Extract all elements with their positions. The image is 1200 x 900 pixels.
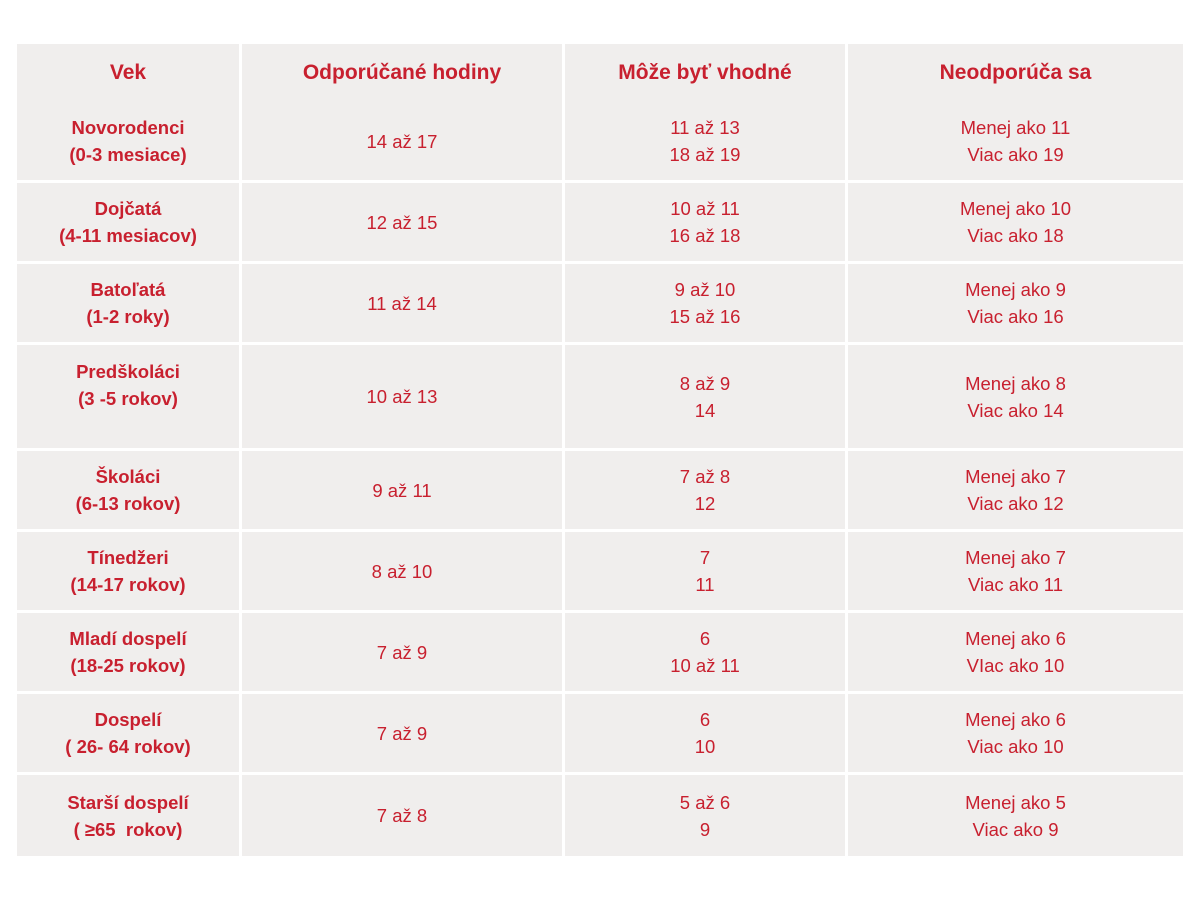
not-recommended-more: Viac ako 11 [968, 574, 1063, 595]
may-be-upper: 15 až 16 [669, 306, 741, 327]
not-recommended-less: Menej ako 7 [965, 466, 1066, 487]
recommended-cell: 7 až 9 [242, 694, 565, 775]
not-recommended-cell [848, 613, 1183, 694]
may-be-upper: 10 [694, 736, 716, 757]
not-recommended-less: Menej ako 9 [965, 279, 1066, 300]
not-recommended-more: Viac ako 10 [967, 736, 1064, 757]
may-be-lower: 7 [699, 547, 711, 568]
age-cell [17, 775, 242, 856]
not-recommended-less: Menej ako 7 [965, 547, 1066, 568]
not-recommended-less: Menej ako 6 [965, 709, 1066, 730]
age-range: (6-13 rokov) [75, 493, 181, 514]
age-group-name: Novorodenci [71, 117, 185, 138]
may-be-lower: 6 [699, 628, 711, 649]
not-recommended-cell [848, 532, 1183, 613]
may-be-upper: 12 [694, 493, 716, 514]
not-recommended-cell [848, 694, 1183, 775]
recommended-cell: 8 až 10 [242, 532, 565, 613]
not-recommended-more: Viac ako 9 [972, 818, 1059, 840]
may-be-cell [565, 264, 848, 345]
may-be-cell [565, 102, 848, 183]
age-group-name: Dojčatá [94, 198, 162, 219]
age-cell [17, 451, 242, 532]
not-recommended-less: Menej ako 5 [965, 791, 1066, 813]
age-group-name: Batoľatá [90, 279, 166, 300]
not-recommended-cell [848, 345, 1183, 451]
age-range: (1-2 roky) [86, 306, 170, 327]
age-group-name: Starší dospelí [67, 791, 189, 813]
age-cell [17, 345, 242, 451]
may-be-upper: 11 [695, 574, 715, 595]
not-recommended-more: Viac ako 16 [967, 306, 1064, 327]
age-range: (18-25 rokov) [70, 655, 186, 676]
may-be-upper: 9 [699, 818, 711, 840]
age-range: ( ≥65 rokov) [73, 818, 183, 840]
may-be-lower: 8 až 9 [679, 372, 731, 394]
age-range: (0-3 mesiace) [69, 144, 187, 165]
age-range: ( 26- 64 rokov) [65, 736, 191, 757]
may-be-cell [565, 183, 848, 264]
not-recommended-less: Menej ako 8 [965, 372, 1066, 394]
may-be-cell [565, 532, 848, 613]
not-recommended-cell [848, 183, 1183, 264]
header-not-recommended: Neodporúča sa [848, 44, 1183, 102]
not-recommended-cell [848, 775, 1183, 856]
table-row [17, 345, 1183, 451]
header-age: Vek [17, 44, 242, 102]
table-row [17, 694, 1183, 775]
table-row [17, 183, 1183, 264]
age-group-name: Tínedžeri [87, 547, 169, 568]
age-range: (3 -5 rokov) [78, 388, 178, 409]
not-recommended-less: Menej ako 10 [959, 198, 1072, 219]
age-cell [17, 694, 242, 775]
age-cell [17, 613, 242, 694]
age-cell [17, 183, 242, 264]
may-be-cell [565, 694, 848, 775]
not-recommended-more: Viac ako 14 [967, 399, 1064, 421]
sleep-recommendations-table [17, 44, 1183, 856]
table-row [17, 775, 1183, 856]
may-be-cell [565, 451, 848, 532]
may-be-lower: 11 až 13 [670, 117, 740, 138]
may-be-upper: 10 až 11 [670, 655, 740, 676]
not-recommended-more: VIac ako 10 [966, 655, 1065, 676]
age-group-name: Dospelí [94, 709, 162, 730]
may-be-lower: 7 až 8 [679, 466, 731, 487]
table-row [17, 451, 1183, 532]
age-cell [17, 102, 242, 183]
recommended-cell: 14 až 17 [242, 102, 565, 183]
may-be-lower: 6 [699, 709, 711, 730]
may-be-cell [565, 345, 848, 451]
header-recommended: Odporúčané hodiny [242, 44, 565, 102]
table-row [17, 264, 1183, 345]
not-recommended-more: Viac ako 19 [967, 144, 1064, 165]
recommended-cell: 10 až 13 [242, 345, 565, 451]
not-recommended-more: Viac ako 12 [967, 493, 1064, 514]
may-be-upper: 14 [694, 399, 716, 421]
recommended-cell: 12 až 15 [242, 183, 565, 264]
may-be-cell [565, 775, 848, 856]
recommended-cell: 7 až 8 [242, 775, 565, 856]
not-recommended-cell [848, 264, 1183, 345]
not-recommended-cell [848, 102, 1183, 183]
may-be-cell [565, 613, 848, 694]
recommended-cell: 9 až 11 [242, 451, 565, 532]
not-recommended-less: Menej ako 11 [960, 117, 1071, 138]
recommended-cell: 11 až 14 [242, 264, 565, 345]
age-range: (14-17 rokov) [70, 574, 186, 595]
age-group-name: Predškoláci [76, 361, 180, 382]
recommended-cell: 7 až 9 [242, 613, 565, 694]
table-row [17, 532, 1183, 613]
not-recommended-less: Menej ako 6 [965, 628, 1066, 649]
age-range: (4-11 mesiacov) [59, 225, 197, 246]
may-be-lower: 5 až 6 [679, 791, 731, 813]
may-be-lower: 9 až 10 [674, 279, 736, 300]
table-row [17, 613, 1183, 694]
table-header-row [17, 44, 1183, 102]
may-be-upper: 18 až 19 [669, 144, 741, 165]
may-be-lower: 10 až 11 [670, 198, 740, 219]
age-cell [17, 532, 242, 613]
header-may-be-appropriate: Môže byť vhodné [565, 44, 848, 102]
table-row [17, 102, 1183, 183]
age-group-name: Školáci [95, 466, 161, 487]
age-cell [17, 264, 242, 345]
not-recommended-more: Viac ako 18 [967, 225, 1064, 246]
not-recommended-cell [848, 451, 1183, 532]
age-group-name: Mladí dospelí [69, 628, 187, 649]
may-be-upper: 16 až 18 [669, 225, 741, 246]
